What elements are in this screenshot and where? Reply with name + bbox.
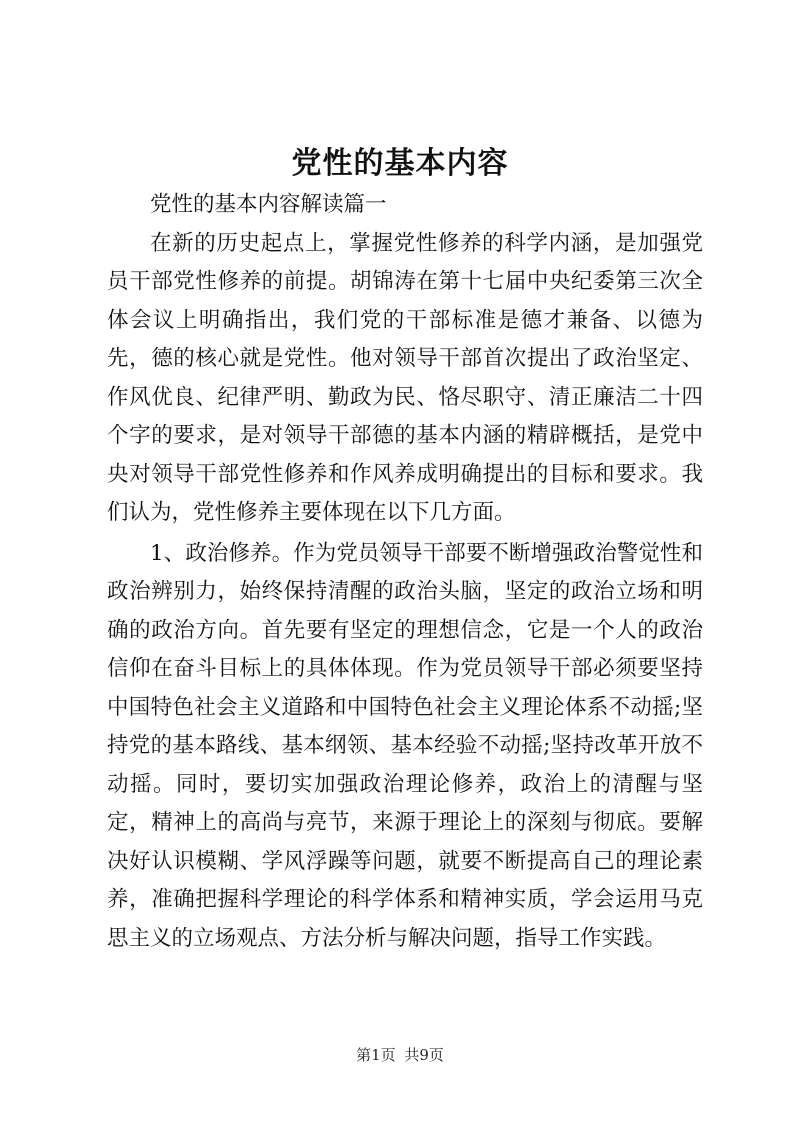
document-title: 党性的基本内容 bbox=[291, 146, 509, 181]
document-body bbox=[107, 186, 703, 958]
page-number: 第1页 bbox=[356, 1046, 396, 1064]
paragraph-intro: 在新的历史起点上，掌握党性修养的科学内涵，是加强党员干部党性修养的前提。胡锦涛在第十七届中央纪委第三次全体会议上明确指出，我们党的干部标准是德才兼备、以德为先，德的核心就是党性。他对领导干部首次提出了政治坚定、作风优良、纪律严明、勤政为民、恪尽职守、清正廉洁二十四个字的要求，是对领导干部德的基本内涵的精辟概括，是党中央对领导干部党性修养和作风养成明确提出的目标和要求。我们认为，党性修养主要体现在以下几方面。 bbox=[107, 230, 703, 525]
section-subheading: 党性的基本内容解读篇一 bbox=[150, 192, 387, 217]
page-total: 共9页 bbox=[404, 1046, 444, 1064]
paragraph-political-cultivation: 1、政治修养。作为党员领导干部要不断增强政治警觉性和政治辨别力，始终保持清醒的政治头脑，坚定的政治立场和明确的政治方向。首先要有坚定的理想信念，它是一个人的政治信仰在奋斗目标上的具体体现。作为党员领导干部必须要坚持中国特色社会主义道路和中国特色社会主义理论体系不动摇;坚持党的基本路线、基本纲领、基本经验不动摇;坚持改革开放不动摇。同时，要切实加强政治理论修养，政治上的清醒与坚定，精神上的高尚与亮节，来源于理论上的深刻与彻底。要解决好认识模糊、学风浮躁等问题，就要不断提高自己的理论素养，准确把握科学理论的科学体系和精神实质，学会运用马克思主义的立场观点、方法分析与解决问题，指导工作实践。 bbox=[107, 540, 703, 951]
page-footer bbox=[0, 1044, 800, 1065]
